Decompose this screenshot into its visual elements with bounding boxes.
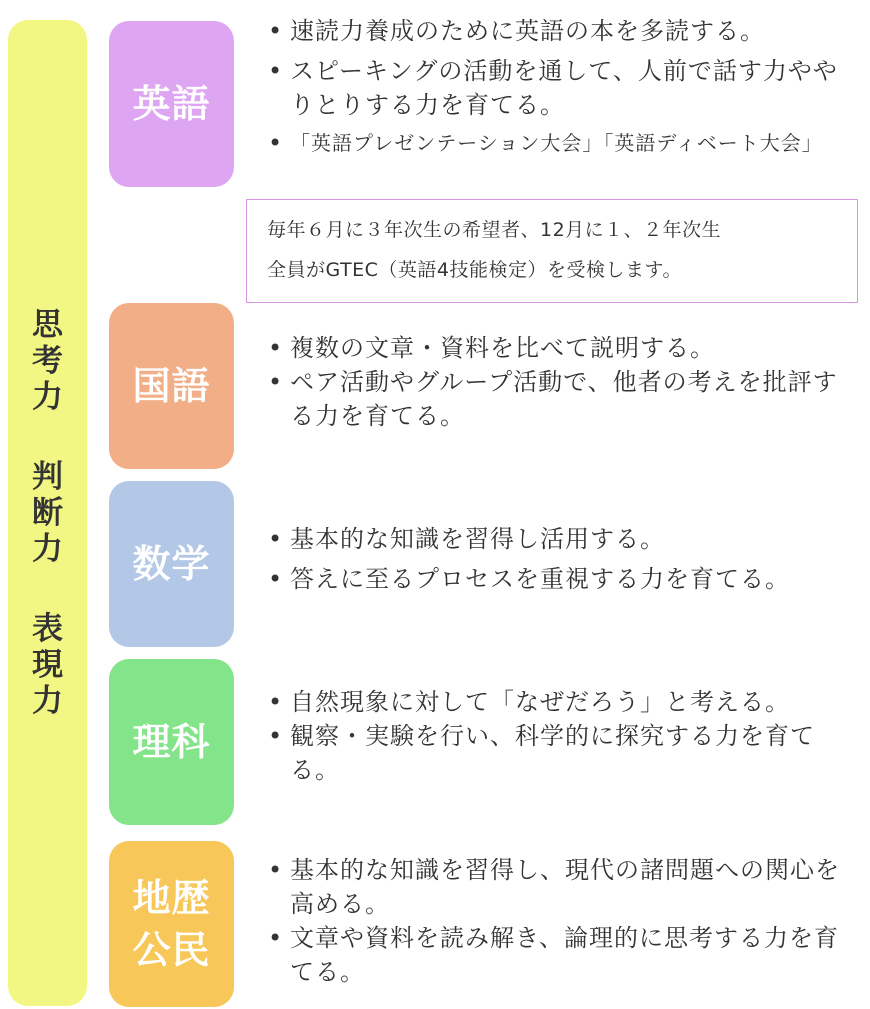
competency-expression: [32, 611, 63, 719]
bullet-item: • 文章や資料を読み解き、論理的に思考する力を育てる。: [266, 921, 846, 989]
subject-badge-social-studies: [109, 841, 234, 1007]
social-studies-bullets: [266, 853, 846, 989]
competency-thinking: [32, 307, 63, 415]
bullet-item: • 複数の文章・資料を比べて説明する。: [266, 331, 846, 365]
bullet-item: • 基本的な知識を習得し活用する。: [266, 522, 846, 556]
subject-label-line1: 地歴: [132, 876, 211, 920]
bullet-item: • 「英語プレゼンテーション大会」「英語ディベート大会」: [266, 128, 846, 159]
science-bullets: [266, 685, 846, 787]
subject-label: 国語: [132, 364, 211, 408]
gtec-notice: [246, 199, 858, 303]
subject-badge-math: [109, 481, 234, 647]
subject-label-line2: 公民: [132, 928, 211, 972]
competency-char: 力: [32, 531, 63, 567]
subject-badge-japanese: [109, 303, 234, 469]
competency-char: 判: [32, 459, 63, 495]
subject-badge-science: [109, 659, 234, 825]
subject-label: 英語: [132, 82, 211, 126]
bullet-item: • 観察・実験を行い、科学的に探究する力を育てる。: [266, 719, 846, 787]
japanese-bullets: [266, 331, 846, 433]
notice-line: 毎年６月に３年次生の希望者、12月に１、２年次生: [267, 219, 722, 241]
math-bullets: [266, 522, 846, 596]
bullet-item: • 自然現象に対して「なぜだろう」と考える。: [266, 685, 846, 719]
competency-char: 考: [32, 343, 63, 379]
notice-line: 全員がGTEC（英語4技能検定）を受検します。: [267, 259, 682, 281]
competency-judgment: [32, 459, 63, 567]
competency-char: 思: [32, 307, 63, 343]
bullet-item: • スピーキングの活動を通して、人前で話す力ややりとりする力を育てる。: [266, 54, 846, 122]
subject-badge-english: [109, 21, 234, 187]
subject-label: 数学: [132, 542, 211, 586]
bullet-item: • ペア活動やグループ活動で、他者の考えを批評する力を育てる。: [266, 365, 846, 433]
subject-label: 理科: [132, 720, 211, 764]
bullet-item: • 基本的な知識を習得し、現代の諸問題への関心を高める。: [266, 853, 846, 921]
english-bullets: [266, 14, 846, 159]
competency-char: 力: [32, 683, 63, 719]
competency-char: 現: [32, 647, 63, 683]
bullet-item: • 速読力養成のために英語の本を多読する。: [266, 14, 846, 48]
bullet-item: • 答えに至るプロセスを重視する力を育てる。: [266, 562, 846, 596]
competency-char: 力: [32, 379, 63, 415]
competencies-bar: [8, 20, 87, 1006]
competency-char: 断: [32, 495, 63, 531]
competency-char: 表: [32, 611, 63, 647]
